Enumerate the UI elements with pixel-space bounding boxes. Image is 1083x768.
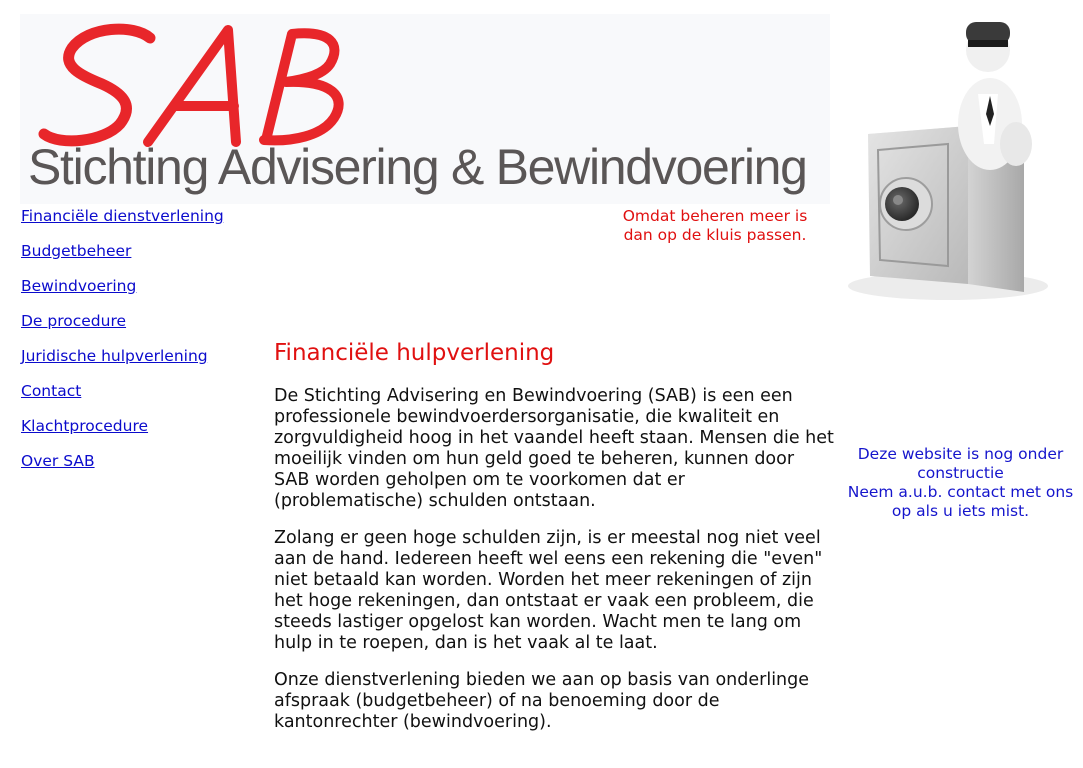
main-content [274, 338, 834, 749]
nav-link-bewindvoering[interactable]: Bewindvoering [21, 277, 137, 295]
main-navigation [21, 206, 224, 486]
header-banner [20, 14, 830, 204]
safe-figure-illustration [838, 14, 1024, 314]
notice-line: constructie [917, 464, 1004, 482]
nav-link-de-procedure[interactable]: De procedure [21, 312, 127, 330]
construction-notice [838, 445, 1083, 521]
page-title: Financiële hulpverlening [274, 340, 555, 366]
notice-line: Deze website is nog onder [857, 445, 1064, 463]
logo-full-name: Stichting Advisering & Bewindvoering [28, 139, 807, 195]
nav-link-financiele-dienstverlening[interactable]: Financiële dienstverlening [21, 207, 224, 225]
notice-line: op als u iets mist. [891, 502, 1030, 520]
content-paragraph: De Stichting Advisering en Bewindvoering (SAB) is een een professionele bewindvoerdersorganisatie, die kwaliteit en zorgvuldigheid hoog in het vaandel heeft staan. Mensen die het moeilijk vinden om hun geld goed te beheren, kunnen door SAB worden geholpen om te voorkomen dat er (problematische) schulden ontstaan. [274, 386, 834, 511]
tagline-line: dan op de kluis passen. [623, 226, 807, 244]
nav-link-juridische-hulpverlening[interactable]: Juridische hulpverlening [21, 347, 208, 365]
nav-link-budgetbeheer[interactable]: Budgetbeheer [21, 242, 132, 260]
nav-link-contact[interactable]: Contact [21, 382, 82, 400]
content-paragraph: Zolang er geen hoge schulden zijn, is er meestal nog niet veel aan de hand. Iedereen heeft wel eens een rekening die "even" niet betaald kan worden. Worden het meer rekeningen of zijn het hoge rekeningen, dan ontstaat er vaak een probleem, die steeds lastiger opgelost kan worden. Wacht men te lang om hulp in te roepen, dan is het vaak al te laat. [274, 528, 823, 653]
nav-link-klachtprocedure[interactable]: Klachtprocedure [21, 417, 149, 435]
tagline [600, 207, 830, 245]
notice-line: Neem a.u.b. contact met ons [847, 483, 1074, 501]
sab-logo-mark [30, 14, 350, 154]
nav-link-over-sab[interactable]: Over SAB [21, 452, 95, 470]
tagline-line: Omdat beheren meer is [622, 207, 808, 225]
content-paragraph: Onze dienstverlening bieden we aan op basis van onderlinge afspraak (budgetbeheer) of na benoeming door de kantonrechter (bewindvoering). [274, 670, 810, 732]
